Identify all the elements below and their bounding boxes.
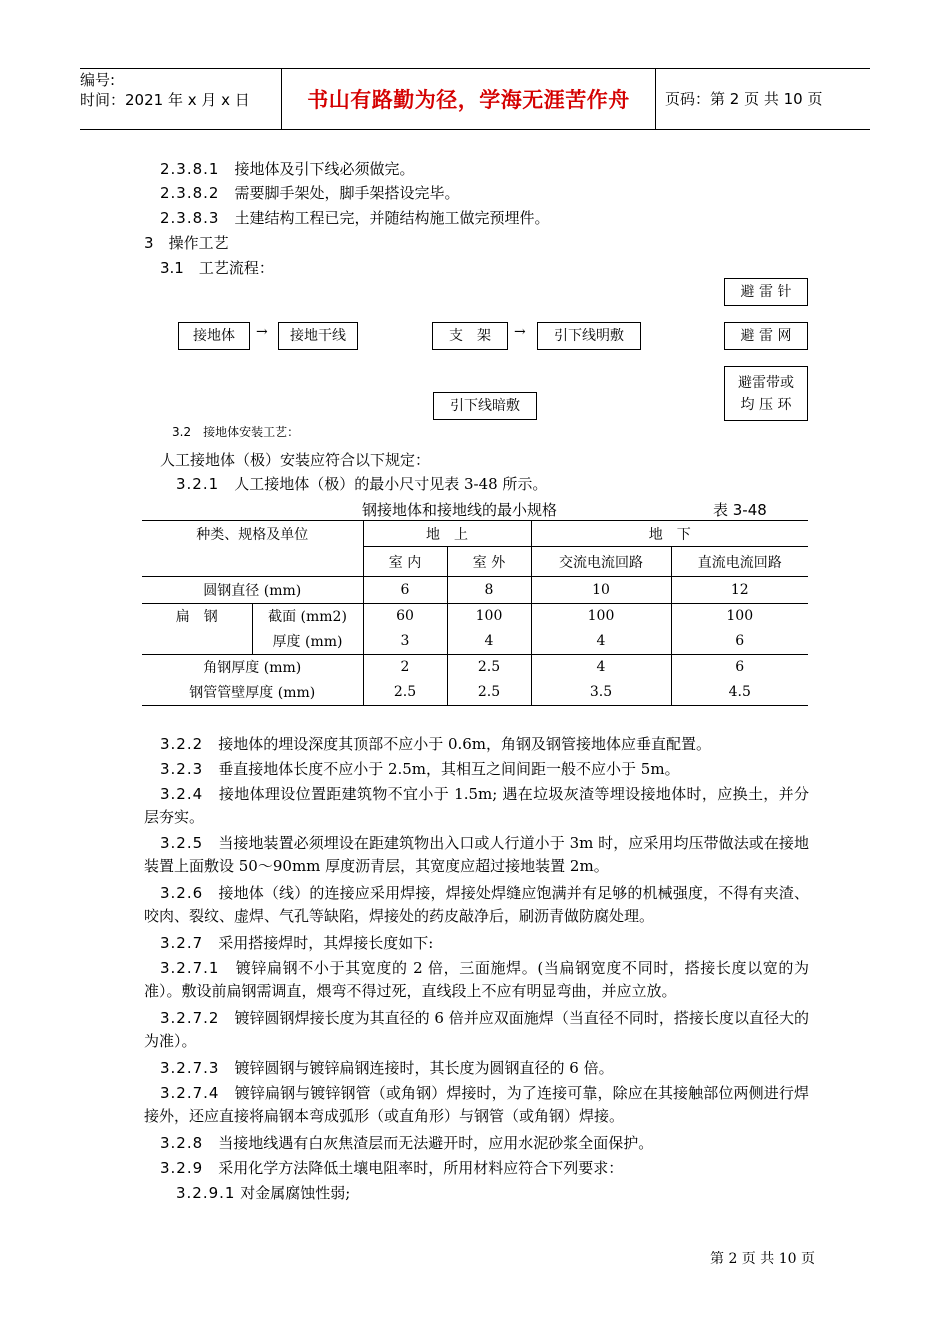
clause-3-2-1: 3.2.1 人工接地体（极）的最小尺寸见表 3-48 所示。 — [176, 475, 548, 493]
head-below: 地 下 — [531, 521, 808, 547]
clause-3-2-7-4: 3.2.7.4 镀锌扁钢与镀锌钢管（或角钢）焊接时，为了连接可靠，除应在其接触部位两侧进行焊接外，还应直接将扁钢本弯成弧形（或直角形）与钢管（或角钢）焊接。 — [144, 1084, 809, 1125]
cell: 4 — [531, 655, 671, 680]
head-dc: 直流电流回路 — [671, 547, 808, 577]
table-row — [142, 680, 808, 706]
header-motto-cell — [281, 69, 656, 129]
cell: 100 — [531, 604, 671, 629]
clause-3-2-4: 3.2.4 接地体理设位置距建筑物不宜小于 1.5m; 遇在垃圾灰渣等埋设接地体时，应换土，并分层夯实。 — [144, 785, 809, 826]
head-ac: 交流电流回路 — [531, 547, 671, 577]
head-outdoor: 室 外 — [447, 547, 531, 577]
flow-downlead-concealed: 引下线暗敷 — [433, 392, 537, 420]
cell: 3 — [363, 629, 447, 655]
cell: 6 — [671, 655, 808, 680]
cell: 12 — [671, 577, 808, 604]
cell: 2.5 — [363, 680, 447, 706]
head-kind: 种类、规格及单位 — [142, 521, 363, 577]
clause-3-2-6: 3.2.6 接地体（线）的连接应采用焊接，焊接处焊缝应饱满并有足够的机械强度，不得有夹渣、咬肉、裂纹、虚焊、气孔等缺陷，焊接处的药皮敲净后，刷沥青做防腐处理。 — [144, 884, 809, 925]
flow-lightning-belt-line1: 避雷带或 — [738, 374, 794, 391]
time-label: 时间：2021 年 x 月 x 日 — [80, 91, 250, 109]
clause-3-2-7-3: 3.2.7.3 镀锌圆钢与镀锌扁钢连接时，其长度为圆钢直径的 6 倍。 — [160, 1059, 614, 1077]
prereq-2: 2.3.8.2 需要脚手架处，脚手架搭设完毕。 — [160, 184, 460, 202]
clause-3-2-7-2: 3.2.7.2 镀锌圆钢焊接长度为其直径的 6 倍并应双面施焊（当直径不同时，搭接长度以直径大的为准）。 — [144, 1009, 809, 1050]
cell: 10 — [531, 577, 671, 604]
clause-3-2-8: 3.2.8 当接地线遇有白灰焦渣层而无法避开时，应用水泥砂浆全面保护。 — [160, 1134, 654, 1152]
flow-lightning-belt-line2: 均 压 环 — [740, 396, 792, 413]
table-caption: 钢接地体和接地线的最小规格 — [362, 501, 558, 519]
clause-3-2-2: 3.2.2 接地体的埋设深度其顶部不应小于 0.6m，角钢及钢管接地体应垂直配置。 — [160, 735, 712, 753]
flow-arrow-2: → — [514, 324, 526, 340]
install-intro: 人工接地体（极）安装应符合以下规定： — [160, 451, 431, 469]
page-label: 页码：第 2 页 共 10 页 — [665, 90, 823, 108]
header-left — [80, 69, 280, 129]
header-right — [655, 69, 870, 129]
flow-downlead-exposed: 引下线明敷 — [537, 322, 641, 350]
prereq-3: 2.3.8.3 土建结构工程已完，并随结构施工做完预埋件。 — [160, 209, 550, 227]
cell: 2.5 — [447, 655, 531, 680]
row-flat-thick-label: 厚度 (mm) — [252, 629, 363, 655]
clause-3-2-3: 3.2.3 垂直接地体长度不应小于 2.5m，其相互之间间距一般不应小于 5m。 — [160, 760, 680, 778]
cell: 4.5 — [671, 680, 808, 706]
head-above: 地 上 — [363, 521, 531, 547]
table-row — [142, 577, 808, 604]
cell: 4 — [447, 629, 531, 655]
flow-support: 支 架 — [432, 322, 508, 350]
motto: 书山有路勤为径，学海无涯苦作舟 — [307, 88, 630, 112]
clause-3-2-7: 3.2.7 采用搭接焊时，其焊接长度如下: — [160, 934, 434, 952]
cell: 100 — [447, 604, 531, 629]
flow-ground-main: 接地干线 — [278, 322, 358, 350]
prereq-1: 2.3.8.1 接地体及引下线必须做完。 — [160, 160, 415, 178]
cell: 4 — [531, 629, 671, 655]
clause-3-2-5: 3.2.5 当接地装置必须埋设在距建筑物出入口或人行道小于 3m 时，应采用均压带做法或在接地装置上面敷设 50～90mm 厚度沥青层，其宽度应超过接地装置 2m。 — [144, 834, 809, 875]
row-angle-label: 角钢厚度 (mm) — [142, 655, 363, 680]
row-pipe-label: 钢管管壁厚度 (mm) — [142, 680, 363, 706]
cell: 2 — [363, 655, 447, 680]
min-spec-table — [142, 520, 808, 706]
page-footer: 第 2 页 共 10 页 — [710, 1251, 815, 1267]
clause-3-2-7-1: 3.2.7.1 镀锌扁钢不小于其宽度的 2 倍，三面施焊。(当扁钢宽度不同时，搭接长度以宽的为准）。敷设前扁钢需调直，煨弯不得过死，直线段上不应有明显弯曲，并应立放。 — [144, 959, 809, 1000]
section-3-heading: 3 操作工艺 — [144, 234, 229, 252]
table-number: 表 3-48 — [713, 501, 767, 519]
row-flat-section-label: 截面 (mm2) — [252, 604, 363, 629]
flow-grounding-body: 接地体 — [178, 322, 250, 350]
cell: 6 — [671, 629, 808, 655]
row-round-label: 圆钢直径 (mm) — [203, 583, 302, 599]
cell: 100 — [671, 604, 808, 629]
flow-lightning-belt — [724, 366, 808, 421]
cell: 60 — [363, 604, 447, 629]
number-label: 编号: — [80, 71, 116, 89]
flow-lightning-net: 避 雷 网 — [724, 322, 808, 350]
clause-3-2-9-1: 3.2.9.1 对金属腐蚀性弱; — [176, 1184, 351, 1202]
cell: 8 — [447, 577, 531, 604]
head-indoor: 室 内 — [363, 547, 447, 577]
cell: 6 — [363, 577, 447, 604]
cell: 3.5 — [531, 680, 671, 706]
cell: 2.5 — [447, 680, 531, 706]
section-3-2-heading: 3.2 接地体安装工艺： — [172, 425, 300, 439]
row-flat-label: 扁 钢 — [142, 604, 252, 655]
flow-arrow-1: → — [256, 324, 268, 340]
clause-3-2-9: 3.2.9 采用化学方法降低土壤电阻率时，所用材料应符合下列要求： — [160, 1159, 624, 1177]
flow-lightning-rod: 避 雷 针 — [724, 278, 808, 306]
page-header — [80, 68, 870, 130]
table-row — [142, 655, 808, 680]
section-3-1-heading: 3.1 工艺流程： — [160, 259, 274, 277]
table-row — [142, 604, 808, 629]
